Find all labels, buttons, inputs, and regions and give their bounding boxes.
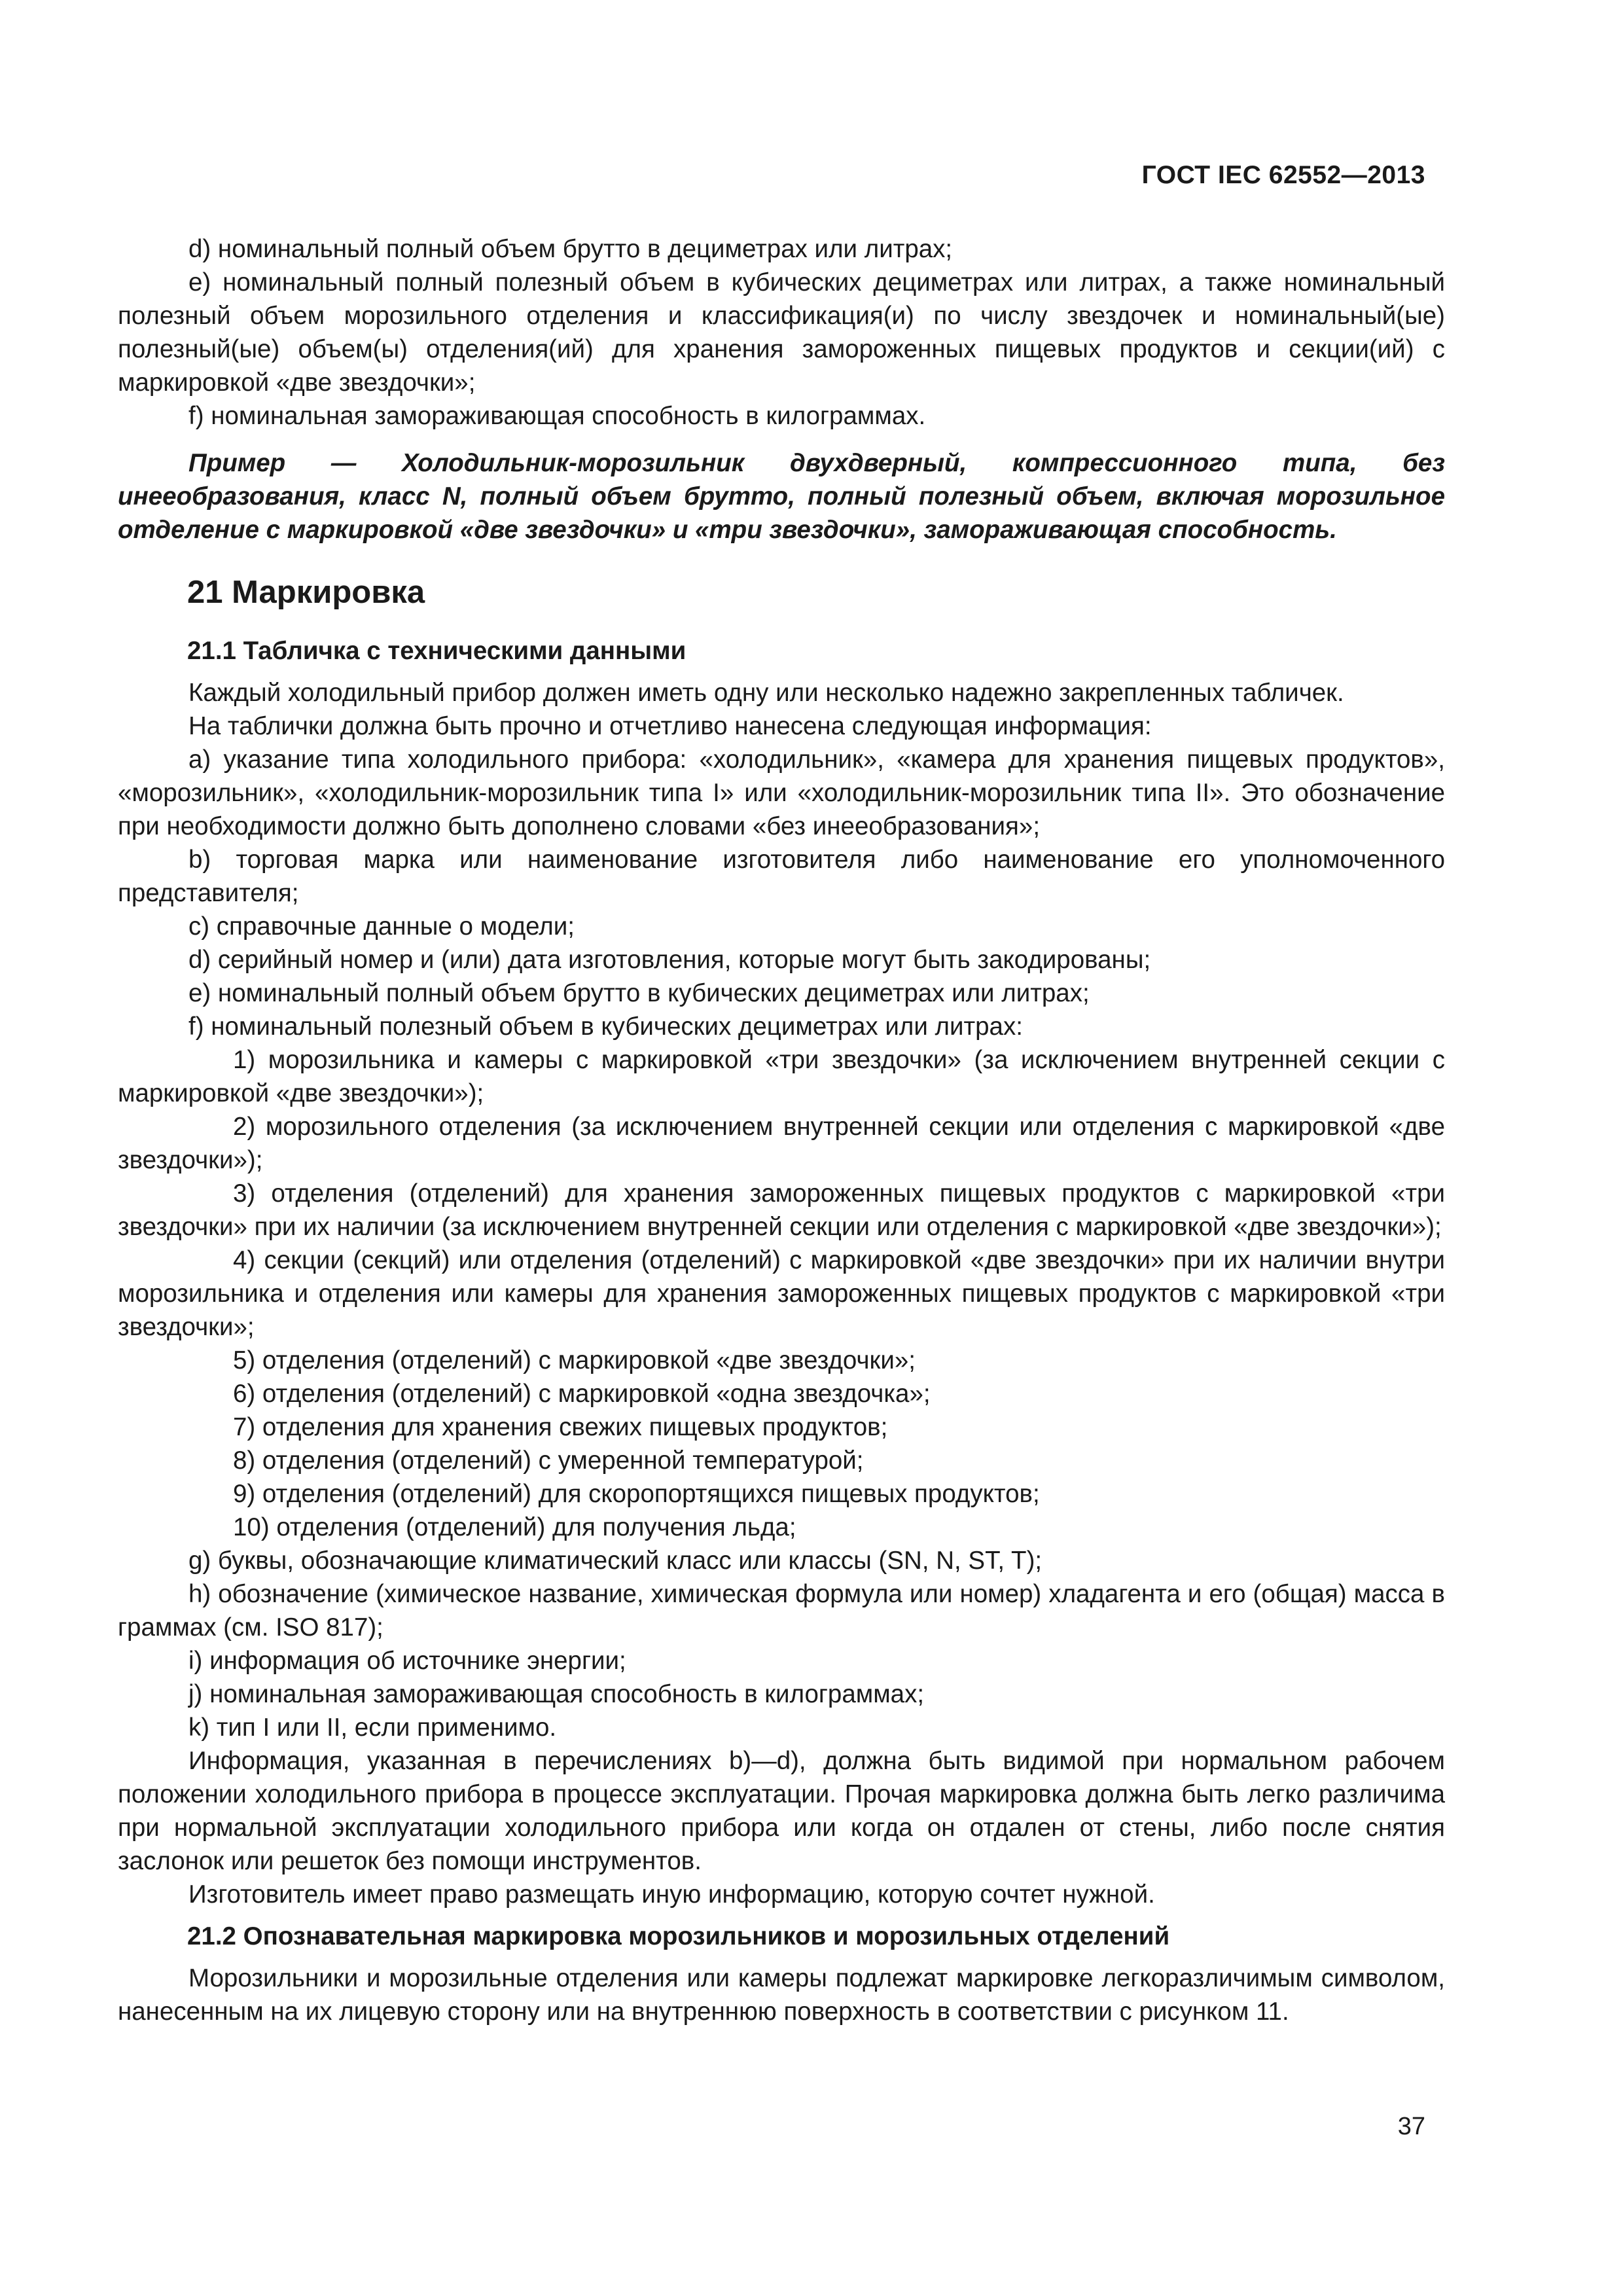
list-item: j) номинальная замораживающая способность в килограммах;	[188, 1680, 925, 1708]
paragraph: Каждый холодильный прибор должен иметь одну или несколько надежно закрепленных табличек.	[188, 679, 1344, 707]
list-item: i) информация об источнике энергии;	[188, 1647, 626, 1675]
paragraph: На таблички должна быть прочно и отчетливо нанесена следующая информация:	[188, 712, 1152, 740]
paragraph: Информация, указанная в перечислениях b)—d), должна быть видимой при нормальном рабочем положении холодильного прибора в процессе эксплуатации. Прочая маркировка должна быть легко различима при нормальной эксплуатации холодильного прибора или когда он отдален от стены, либо после снятия заслонок или решеток без помощи инструментов.	[118, 1747, 1445, 1875]
sub-list-item: 4) секции (секций) или отделения (отделений) с маркировкой «две звездочки» при их наличии внутри морозильника и отделения или камеры для хранения замороженных пищевых продуктов с маркировкой «три звездочки»;	[118, 1246, 1445, 1341]
subsection-title: 21.1 Табличка с техническими данными	[187, 637, 687, 665]
sub-list-item: 8) отделения (отделений) с умеренной температурой;	[233, 1446, 864, 1475]
subsection-title: 21.2 Опознавательная маркировка морозильников и морозильных отделений	[187, 1922, 1170, 1950]
page-content	[118, 232, 1445, 2028]
sub-list-item: 10) отделения (отделений) для получения льда;	[233, 1513, 796, 1541]
sub-list-item: 1) морозильника и камеры с маркировкой «три звездочки» (за исключением внутренней секции с маркировкой «две звездочки»);	[118, 1046, 1445, 1107]
list-item: g) буквы, обозначающие климатический класс или классы (SN, N, ST, T);	[188, 1547, 1043, 1575]
sub-list-item: 6) отделения (отделений) с маркировкой «одна звездочка»;	[233, 1380, 931, 1408]
list-item: а) указание типа холодильного прибора: «холодильник», «камера для хранения пищевых продуктов», «морозильник», «холодильник-морозильник типа I» или «холодильник-морозильник типа II». Это обозначение при необходимости должно быть дополнено словами «без инеeобразования»;	[118, 745, 1445, 840]
page-number: 37	[1397, 2113, 1425, 2140]
list-item: с) справочные данные о модели;	[188, 912, 575, 941]
list-item: d) серийный номер и (или) дата изготовления, которые могут быть закодированы;	[188, 946, 1151, 974]
section-title: 21 Маркировка	[187, 575, 425, 610]
document-header: ГОСТ IEC 62552—2013	[1141, 161, 1425, 189]
list-item-d: d) номинальный полный объем брутто в дециметрах или литрах;	[188, 235, 953, 263]
paragraph: Изготовитель имеет право размещать иную информацию, которую сочтет нужной.	[188, 1880, 1155, 1909]
paragraph: Морозильники и морозильные отделения или камеры подлежат маркировке легкоразличимым символом, нанесенным на их лицевую сторону или на внутреннюю поверхность в соответствии с рисунком 11.	[118, 1964, 1445, 2026]
sub-list-item: 5) отделения (отделений) с маркировкой «две звездочки»;	[233, 1346, 916, 1374]
sub-list-item: 9) отделения (отделений) для скоропортящихся пищевых продуктов;	[233, 1480, 1040, 1508]
list-item: b) торговая марка или наименование изготовителя либо наименование его уполномоченного представителя;	[118, 846, 1445, 907]
sub-list-item: 3) отделения (отделений) для хранения замороженных пищевых продуктов с маркировкой «три звездочки» при их наличии (за исключением внутренней секции или отделения с маркировкой «две звездочки»);	[118, 1179, 1445, 1241]
list-item-e: е) номинальный полный полезный объем в кубических дециметрах или литрах, а также номинальный полезный объем морозильного отделения и классификация(и) по числу звездочек и номинальный(ые) полезный(ые) объем(ы) отделения(ий) для хранения замороженных пищевых продуктов и секции(ий) с маркировкой «две звездочки»;	[118, 268, 1445, 397]
sub-list-item: 2) морозильного отделения (за исключением внутренней секции или отделения с маркировкой «две звездочки»);	[118, 1113, 1445, 1174]
list-item: е) номинальный полный объем брутто в кубических дециметрах или литрах;	[188, 979, 1090, 1007]
example-note: Пример — Холодильник-морозильник двухдверный, компрессионного типа, без инеeобразования, класс N, полный объем брутто, полный полезный объем, включая морозильное отделение с маркировкой «две звездочки» и «три звездочки», замораживающая способность.	[118, 449, 1445, 544]
list-item: f) номинальный полезный объем в кубических дециметрах или литрах:	[188, 1013, 1023, 1041]
sub-list-item: 7) отделения для хранения свежих пищевых продуктов;	[233, 1413, 888, 1441]
list-item-f: f) номинальная замораживающая способность в килограммах.	[188, 402, 926, 430]
list-item: h) обозначение (химическое название, химическая формула или номер) хладагента и его (общая) масса в граммах (см. ISO 817);	[118, 1580, 1445, 1641]
list-item: k) тип I или II, если применимо.	[188, 1713, 557, 1742]
